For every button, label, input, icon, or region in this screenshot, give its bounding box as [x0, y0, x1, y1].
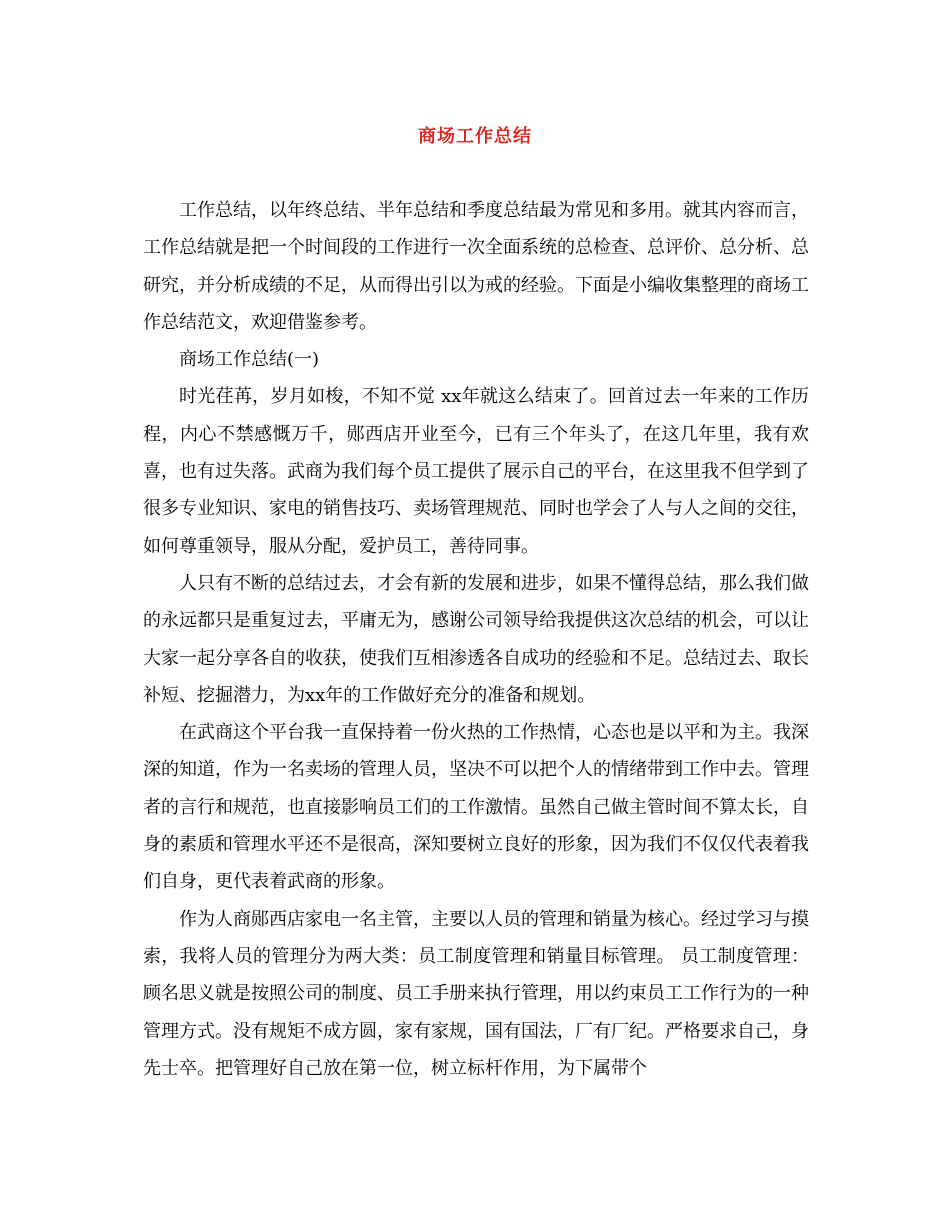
intro-paragraph: 工作总结，以年终总结、半年总结和季度总结最为常见和多用。就其内容而言，工作总结就是把一个时间段的工作进行一次全面系统的总检查、总评价、总分析、总研究，并分析成绩的不足，从而得出引以为戒的经验。下面是小编收集整理的商场工作总结范文，欢迎借鉴参考。	[143, 200, 809, 333]
section-heading: 商场工作总结(一)	[179, 349, 320, 371]
body-paragraph: 作为人商郧西店家电一名主管，主要以人员的管理和销量为核心。经过学习与摸索，我将人员的管理分为两大类：员工制度管理和销量目标管理。 员工制度管理：顾名思义就是按照公司的制度、员工手册来执行管理，用以约束员工工作行为的一种管理方式。没有规矩不成方圆，家有家规，国有国法，厂有厂纪。严格要求自己，身先士卒。把管理好自己放在第一位，树立标杆作用，为下属带个	[143, 908, 809, 1079]
body-paragraph: 在武商这个平台我一直保持着一份火热的工作热情，心态也是以平和为主。我深深的知道，作为一名卖场的管理人员，坚决不可以把个人的情绪带到工作中去。管理者的言行和规范，也直接影响员工们的工作激情。虽然自己做主管时间不算太长，自身的素质和管理水平还不是很高，深知要树立良好的形象，因为我们不仅仅代表着我们自身，更代表着武商的形象。	[143, 722, 809, 893]
body-paragraph: 时光荏苒，岁月如梭，不知不觉 xx年就这么结束了。回首过去一年来的工作历程，内心不禁感慨万千，郧西店开业至今，已有三个年头了，在这几年里，我有欢喜，也有过失落。武商为我们每个员工提供了展示自己的平台，在这里我不但学到了很多专业知识、家电的销售技巧、卖场管理规范、同时也学会了人与人之间的交往，如何尊重领导，服从分配，爱护员工，善待同事。	[143, 386, 809, 557]
document-title: 商场工作总结	[418, 126, 532, 147]
body-paragraph: 人只有不断的总结过去，才会有新的发展和进步，如果不懂得总结，那么我们做的永远都只是重复过去，平庸无为，感谢公司领导给我提供这次总结的机会，可以让大家一起分享各自的收获，使我们互相渗透各自成功的经验和不足。总结过去、取长补短、挖掘潜力，为xx年的工作做好充分的准备和规划。	[143, 572, 809, 706]
document-body	[143, 192, 809, 1087]
